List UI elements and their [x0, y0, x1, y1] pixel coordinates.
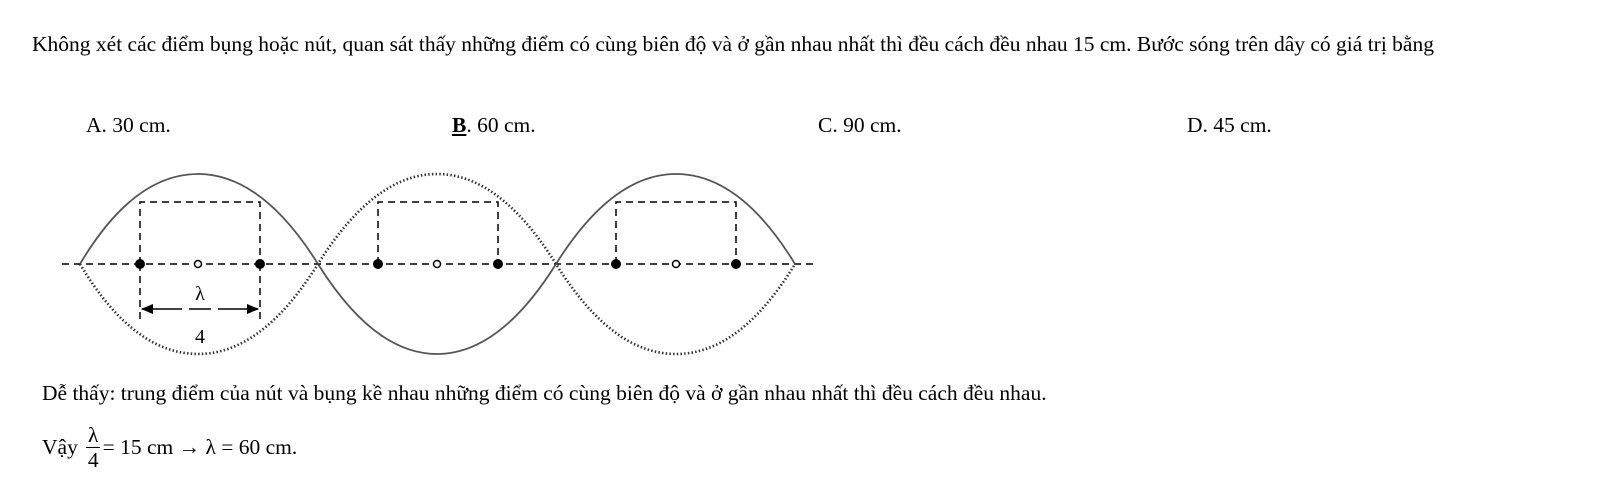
dashed-rect-2: [378, 202, 498, 264]
arrow-right-icon: [247, 304, 259, 314]
option-letter: C: [818, 113, 833, 137]
question-text: Không xét các điểm bụng hoặc nút, quan sát thấy những điểm có cùng biên độ và ở gần nhau nhất thì đều cách đều nhau 15 cm. Bước sóng trên dây có giá trị bằng: [32, 32, 1434, 56]
fraction-numerator: λ: [87, 422, 99, 447]
fraction-denominator: 4: [87, 447, 99, 472]
option-letter: D: [1187, 113, 1203, 137]
option-c[interactable]: [818, 108, 902, 142]
dim-label-num: λ: [195, 283, 205, 305]
standing-wave-diagram: [58, 160, 818, 360]
quarter-wavelength-dimension: [140, 264, 260, 348]
option-d[interactable]: [1187, 108, 1272, 142]
option-value: . 45 cm.: [1202, 113, 1272, 137]
point-5: [611, 259, 621, 269]
dim-label-den: 4: [195, 326, 205, 348]
point-6: [731, 259, 741, 269]
arrow-left-icon: [141, 304, 153, 314]
option-value: . 60 cm.: [466, 113, 536, 137]
dashed-rect-3: [616, 202, 736, 264]
dashed-rect-1: [140, 202, 260, 264]
option-value: . 90 cm.: [832, 113, 902, 137]
conclusion-prefix: Vậy: [42, 434, 78, 459]
lambda-over-4-fraction: [86, 423, 101, 472]
dashed-rectangles: [140, 202, 736, 264]
option-value: . 30 cm.: [101, 113, 171, 137]
antinode-1: [195, 261, 202, 268]
conclusion-equation: = 15 cm → λ = 60 cm.: [102, 434, 298, 459]
solution-explanation: Dễ thấy: trung điểm của nút và bụng kề nhau những điểm có cùng biên độ và ở gần nhau nhất thì đều cách đều nhau.: [42, 381, 1047, 405]
antinode-2: [434, 261, 441, 268]
option-letter: B: [452, 113, 467, 137]
point-4: [493, 259, 503, 269]
answer-options: [0, 108, 1602, 142]
option-b[interactable]: [452, 108, 536, 142]
solution-conclusion: [42, 418, 297, 476]
option-a[interactable]: [86, 108, 171, 142]
antinode-3: [673, 261, 680, 268]
option-letter: A: [86, 113, 102, 137]
point-3: [373, 259, 383, 269]
